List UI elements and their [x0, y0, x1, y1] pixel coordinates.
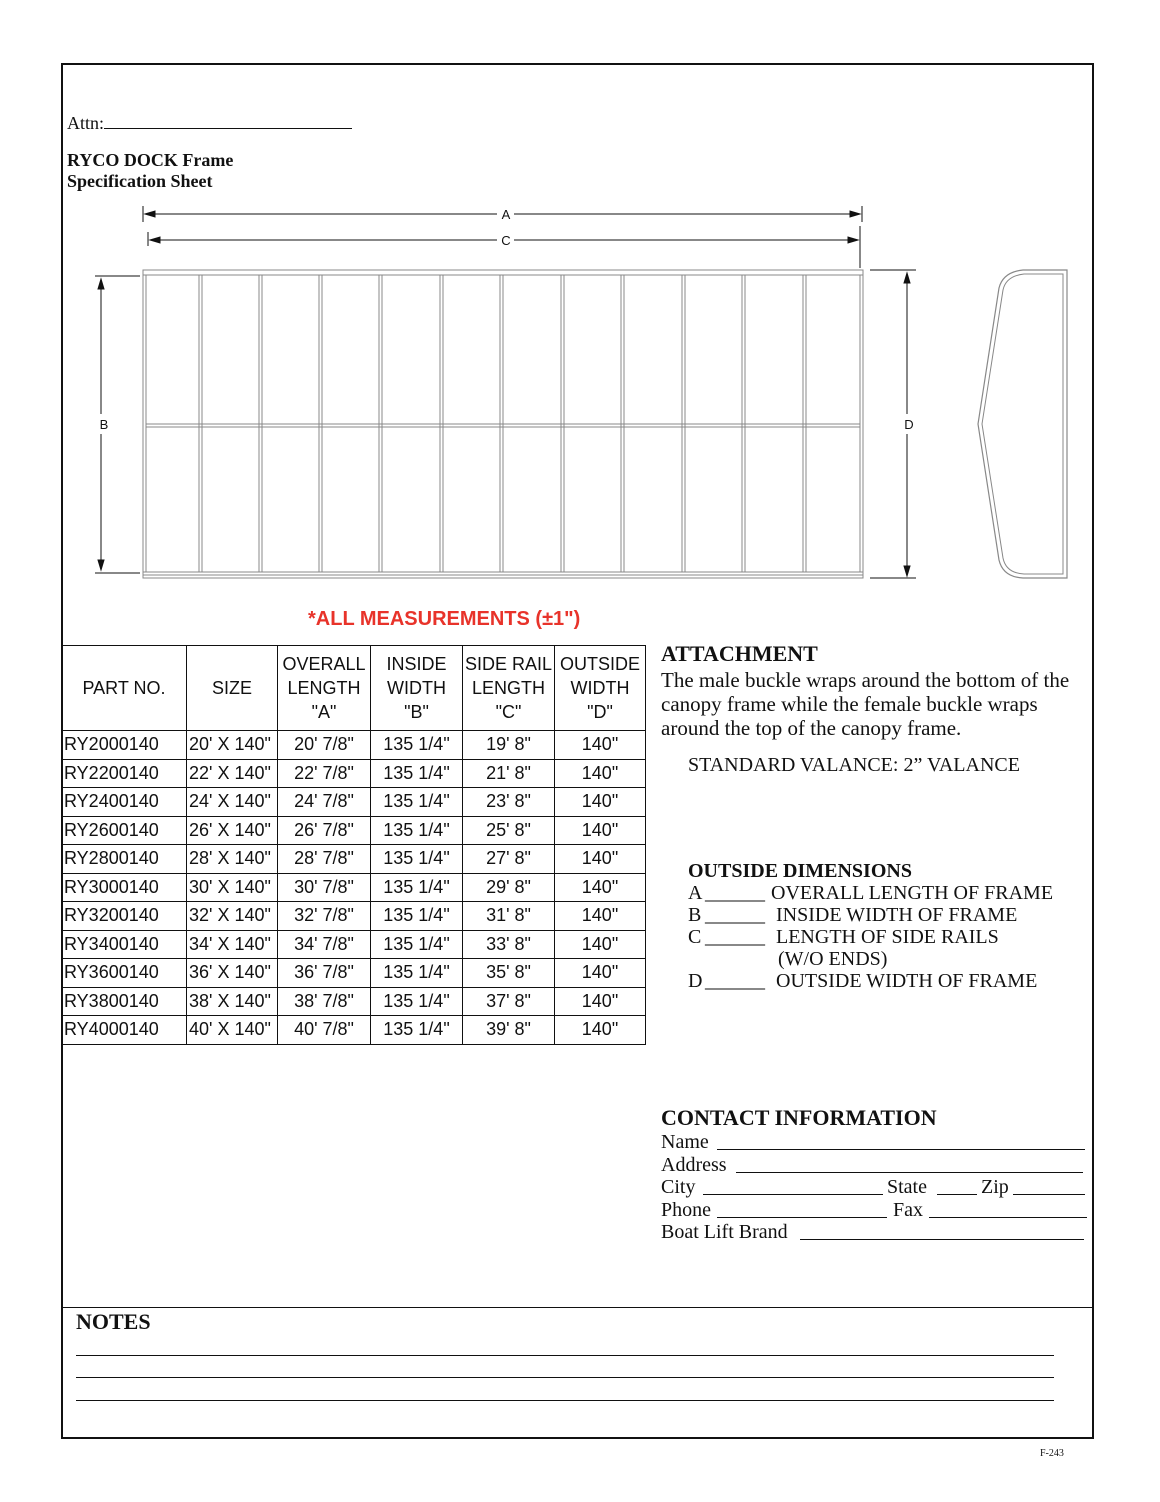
phone-line[interactable] — [717, 1199, 887, 1218]
attachment-heading: ATTACHMENT — [661, 641, 818, 666]
city-line[interactable] — [703, 1176, 883, 1195]
dimension-description: INSIDE WIDTH OF FRAME — [776, 904, 1018, 926]
dim-label-d: D — [904, 417, 914, 432]
column-header-line: INSIDE — [386, 654, 447, 674]
outside-dimensions-heading: OUTSIDE DIMENSIONS — [688, 860, 912, 882]
table-cell: 19' 8" — [463, 731, 555, 760]
table-cell: 135 1/4" — [371, 731, 463, 760]
table-row — [62, 873, 646, 902]
table-cell: 135 1/4" — [371, 845, 463, 874]
dimension-item — [688, 926, 999, 948]
table-row — [62, 902, 646, 931]
table-cell: RY4000140 — [62, 1016, 187, 1045]
table-cell: 38' X 140" — [187, 987, 278, 1016]
table-cell: 20' X 140" — [187, 731, 278, 760]
dim-label-c: C — [501, 233, 511, 248]
dimension-description: OUTSIDE WIDTH OF FRAME — [776, 970, 1038, 992]
dimension-letter: D — [688, 970, 703, 992]
dimension-letter: B — [688, 904, 702, 926]
contact-brand-row[interactable] — [661, 1221, 1086, 1244]
table-cell: 140" — [555, 788, 646, 817]
table-cell: 22' 7/8" — [278, 759, 371, 788]
column-header-line: SIDE RAIL — [464, 654, 553, 674]
notes-heading: NOTES — [76, 1309, 151, 1334]
table-cell: RY3400140 — [62, 930, 187, 959]
table-row — [62, 1016, 646, 1045]
notes-divider — [63, 1307, 1092, 1308]
table-row — [62, 759, 646, 788]
table-cell: 135 1/4" — [371, 1016, 463, 1045]
notes-line-3[interactable] — [76, 1400, 1054, 1401]
dimension-description: OVERALL LENGTH OF FRAME — [771, 882, 1054, 904]
table-cell: 135 1/4" — [371, 987, 463, 1016]
dimension-item — [688, 970, 1038, 992]
zip-line[interactable] — [1013, 1176, 1085, 1195]
valance-text: STANDARD VALANCE: 2” VALANCE — [688, 754, 1020, 776]
dimension-blank[interactable]: ______ — [705, 904, 765, 926]
column-header-line: OUTSIDE — [559, 654, 640, 674]
dim-label-b: B — [99, 417, 109, 432]
city-label: City — [661, 1176, 696, 1198]
dimension-letter: C — [688, 926, 702, 948]
table-row — [62, 987, 646, 1016]
side-profile — [978, 270, 1067, 578]
outside-dimensions — [688, 860, 1054, 992]
table-cell: 140" — [555, 845, 646, 874]
table-cell: 36' X 140" — [187, 959, 278, 988]
table-row — [62, 788, 646, 817]
address-line[interactable] — [736, 1154, 1083, 1173]
table-cell: 22' X 140" — [187, 759, 278, 788]
form-number: F-243 — [1040, 1448, 1064, 1459]
table-cell: 37' 8" — [463, 987, 555, 1016]
table-cell: 28' 7/8" — [278, 845, 371, 874]
table-cell: 26' 7/8" — [278, 816, 371, 845]
dimension-item — [688, 948, 912, 970]
column-header-line: OVERALL — [282, 654, 366, 674]
table-cell: 39' 8" — [463, 1016, 555, 1045]
contact-heading: CONTACT INFORMATION — [661, 1105, 937, 1130]
table-cell: 135 1/4" — [371, 930, 463, 959]
table-cell: RY2600140 — [62, 816, 187, 845]
table-cell: 140" — [555, 987, 646, 1016]
table-cell: 23' 8" — [463, 788, 555, 817]
title-line-2: Specification Sheet — [67, 171, 213, 191]
table-cell: 35' 8" — [463, 959, 555, 988]
table-cell: 140" — [555, 902, 646, 931]
name-label: Name — [661, 1131, 709, 1153]
dimension-letter: A — [688, 882, 703, 904]
table-row — [62, 845, 646, 874]
dimension-description: LENGTH OF SIDE RAILS — [776, 926, 999, 948]
table-cell: 140" — [555, 873, 646, 902]
column-header-line: SIZE — [211, 678, 252, 698]
frame-drawing — [0, 0, 1160, 600]
table-cell: 140" — [555, 1016, 646, 1045]
table-cell: RY2800140 — [62, 845, 187, 874]
table-cell: 30' X 140" — [187, 873, 278, 902]
contact-phone-row[interactable] — [661, 1199, 1086, 1222]
dimension-blank[interactable]: ______ — [705, 882, 765, 904]
table-cell: RY3000140 — [62, 873, 187, 902]
contact-section — [661, 1105, 1086, 1244]
table-cell: 135 1/4" — [371, 788, 463, 817]
column-header-line: LENGTH — [287, 678, 361, 698]
measurement-note: *ALL MEASUREMENTS (±1") — [308, 608, 581, 630]
table-cell: 34' X 140" — [187, 930, 278, 959]
column-header-line: PART NO. — [82, 678, 166, 698]
notes-line-1[interactable] — [76, 1355, 1054, 1356]
table-cell: 135 1/4" — [371, 902, 463, 931]
table-cell: 32' 7/8" — [278, 902, 371, 931]
column-header-line: "B" — [404, 702, 429, 722]
table-cell: 25' 8" — [463, 816, 555, 845]
table-cell: 24' X 140" — [187, 788, 278, 817]
table-cell: 135 1/4" — [371, 959, 463, 988]
attachment-section — [661, 641, 818, 667]
frame-grid — [143, 270, 863, 578]
column-header-line: LENGTH — [471, 678, 545, 698]
table-cell: 140" — [555, 930, 646, 959]
dimension-blank[interactable]: ______ — [705, 926, 765, 948]
table-cell: RY3200140 — [62, 902, 187, 931]
table-row — [62, 816, 646, 845]
dimension-blank[interactable]: ______ — [705, 970, 765, 992]
table-cell: 140" — [555, 759, 646, 788]
column-header — [278, 646, 371, 731]
table-cell: 38' 7/8" — [278, 987, 371, 1016]
fax-line[interactable] — [929, 1199, 1087, 1218]
table-cell: 21' 8" — [463, 759, 555, 788]
table-cell: 40' X 140" — [187, 1016, 278, 1045]
boat-lift-brand-line[interactable] — [800, 1221, 1084, 1240]
column-header — [62, 646, 187, 731]
table-cell: 29' 8" — [463, 873, 555, 902]
contact-name-row[interactable] — [661, 1131, 1086, 1154]
dim-label-a: A — [501, 207, 511, 222]
dimension-description: (W/O ENDS) — [778, 948, 888, 970]
phone-label: Phone — [661, 1198, 711, 1221]
table-cell: 135 1/4" — [371, 759, 463, 788]
table-cell: 28' X 140" — [187, 845, 278, 874]
column-header-line: "C" — [495, 702, 522, 722]
title-line-1: RYCO DOCK Frame — [67, 150, 234, 170]
table-cell: 140" — [555, 816, 646, 845]
column-header — [371, 646, 463, 731]
dimension-item — [688, 882, 1054, 904]
column-header-line: "D" — [587, 702, 613, 722]
column-header-line: "A" — [311, 702, 337, 722]
state-label: State — [887, 1176, 927, 1198]
spec-table — [61, 645, 646, 1045]
table-cell: 140" — [555, 731, 646, 760]
dimension-item — [688, 904, 1018, 926]
column-header — [187, 646, 278, 731]
name-line[interactable] — [717, 1131, 1085, 1150]
fax-label: Fax — [893, 1198, 923, 1221]
boat-lift-brand-label: Boat Lift Brand — [661, 1221, 788, 1243]
table-cell: 36' 7/8" — [278, 959, 371, 988]
table-header-row — [62, 646, 646, 731]
table-cell: 34' 7/8" — [278, 930, 371, 959]
table-cell: 32' X 140" — [187, 902, 278, 931]
table-cell: RY2400140 — [62, 788, 187, 817]
table-cell: 40' 7/8" — [278, 1016, 371, 1045]
notes-line-2[interactable] — [76, 1377, 1054, 1378]
table-row — [62, 930, 646, 959]
attachment-body: The male buckle wraps around the bottom of the canopy frame while the female buckle wraps around the top of the canopy frame. — [661, 668, 1070, 740]
column-header-line: WIDTH — [387, 678, 446, 698]
table-cell: 24' 7/8" — [278, 788, 371, 817]
table-cell: RY3600140 — [62, 959, 187, 988]
table-cell: RY2200140 — [62, 759, 187, 788]
contact-city-row[interactable] — [661, 1176, 1086, 1199]
table-row — [62, 731, 646, 760]
table-cell: RY2000140 — [62, 731, 187, 760]
table-cell: 135 1/4" — [371, 873, 463, 902]
table-cell: 140" — [555, 959, 646, 988]
table-cell: 20' 7/8" — [278, 731, 371, 760]
table-row — [62, 959, 646, 988]
address-label: Address — [661, 1153, 727, 1176]
state-line[interactable] — [937, 1176, 977, 1195]
zip-label: Zip — [981, 1176, 1009, 1198]
contact-address-row[interactable] — [661, 1154, 1086, 1177]
table-cell: 31' 8" — [463, 902, 555, 931]
table-cell: 135 1/4" — [371, 816, 463, 845]
table-cell: 26' X 140" — [187, 816, 278, 845]
table-cell: 33' 8" — [463, 930, 555, 959]
table-cell: 30' 7/8" — [278, 873, 371, 902]
table-cell: RY3800140 — [62, 987, 187, 1016]
column-header-line: WIDTH — [570, 678, 630, 698]
attn-label: Attn: — [67, 113, 105, 133]
column-header — [555, 646, 646, 731]
column-header — [463, 646, 555, 731]
table-cell: 27' 8" — [463, 845, 555, 874]
